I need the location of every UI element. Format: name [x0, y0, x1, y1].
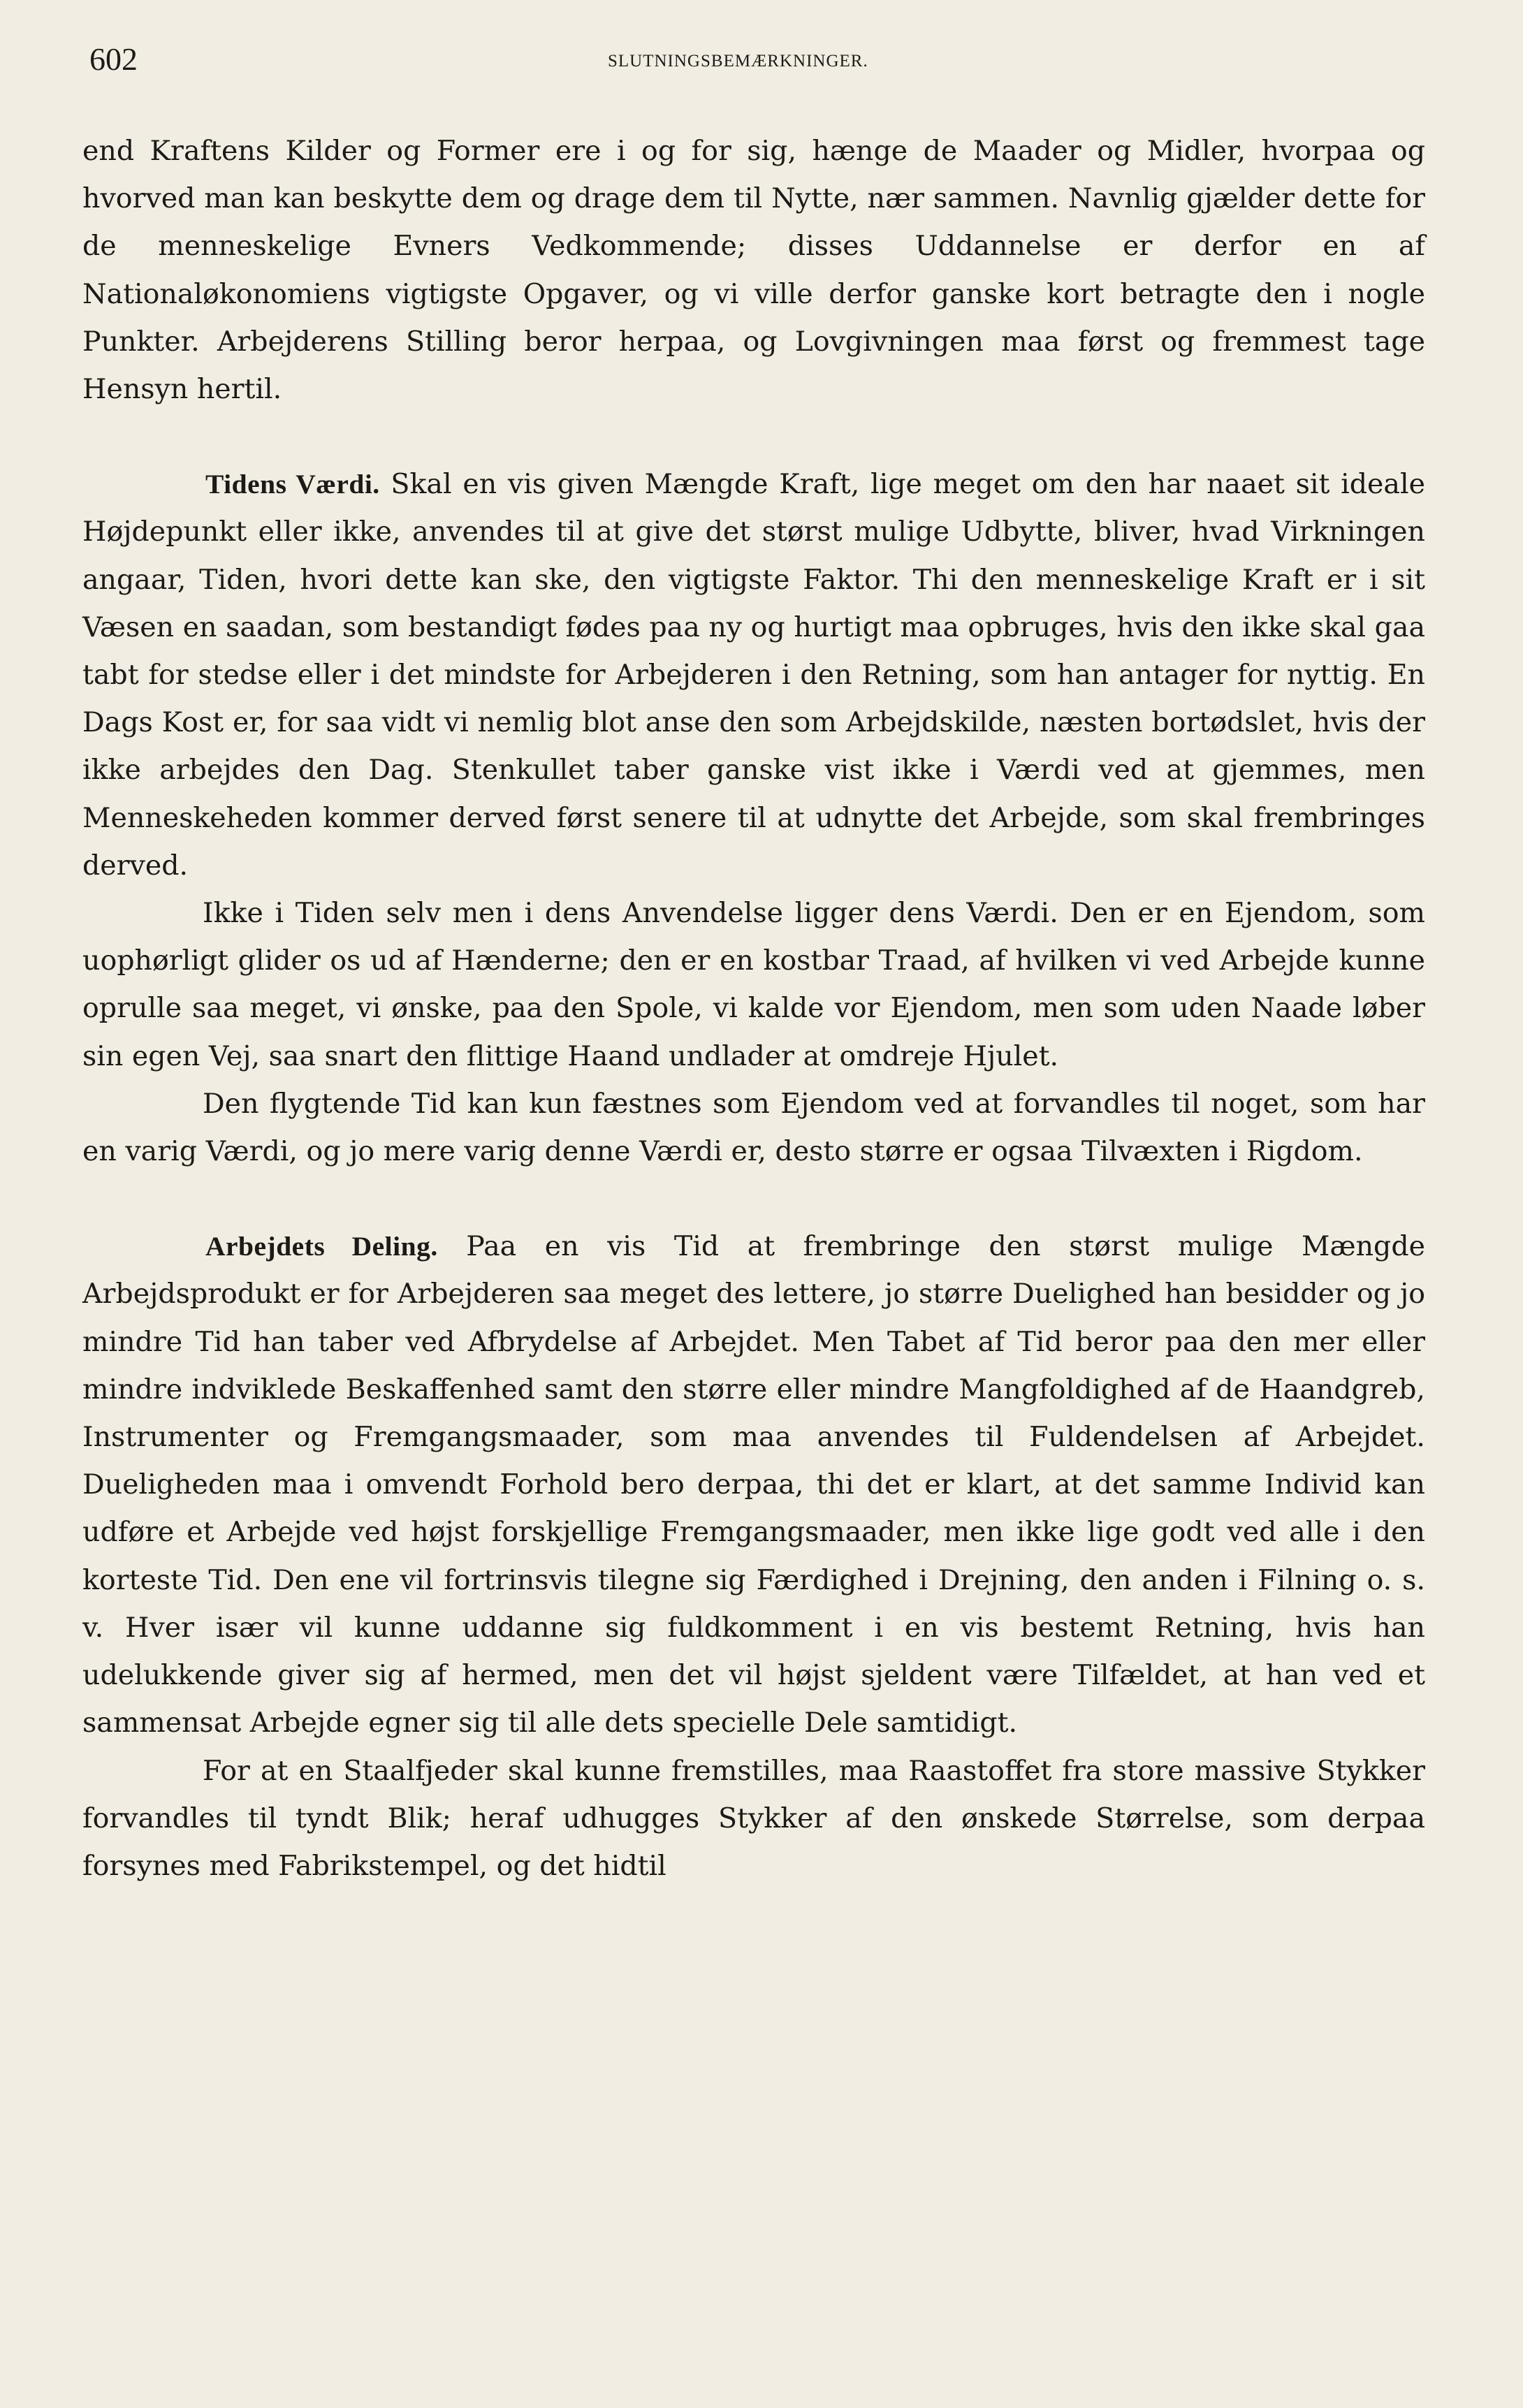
page-number: 602	[89, 41, 138, 77]
page-header	[89, 41, 1431, 89]
paragraph-text: For at en Staalfjeder skal kunne fremstilles, maa Raastoffet fra store massive Stykker forvandles til tyndt Blik; heraf udhugges Stykker af den ønskede Størrelse, som derpaa forsynes med Fabrikstempel, og det hidtil	[82, 1754, 1425, 1882]
paragraph-1	[82, 127, 1425, 413]
section-heading-arbejdets-deling: Arbejdets Deling.	[205, 1231, 438, 1262]
running-head: SLUTNINGSBEMÆRKNINGER.	[608, 52, 868, 71]
paragraph-text: end Kraftens Kilder og Former ere i og for sig, hænge de Maader og Midler, hvorpaa og hvorved man kan beskytte dem og drage dem til Nytte, nær sammen. Navnlig gjælder dette for de menneskelige Evners Vedkommende; disses Uddannelse er derfor en af Nationaløkonomiens vigtigste Opgaver, og vi ville derfor ganske kort betragte den i nogle Punkter. Arbejderens Stilling beror herpaa, og Lovgivningen maa først og fremmest tage Hensyn hertil.	[82, 135, 1425, 406]
paragraph-arbejdets-deling	[82, 1223, 1425, 1746]
paragraph-3	[82, 889, 1425, 1080]
section-heading-tidens-vaerdi: Tidens Værdi.	[205, 469, 380, 500]
paragraph-text: Paa en vis Tid at frembringe den størst mulige Mængde Arbejdsprodukt er for Arbejderen saa meget des lettere, jo større Duelighed han besidder og jo mindre Tid han taber ved Afbrydelse af Arbejdet. Men Tabet af Tid beror paa den mer eller mindre indviklede Beskaffenhed samt den større eller mindre Mangfoldighed af de Haandgreb, Instrumenter og Fremgangsmaader, som maa anvendes til Fuldendelsen af Arbejdet. Dueligheden maa i omvendt Forhold bero derpaa, thi det er klart, at det samme Individ kan udføre et Arbejde ved højst forskjellige Fremgangsmaader, men ikke lige godt ved alle i den korteste Tid. Den ene vil fortrinsvis tilegne sig Færdighed i Drejning, den anden i Filning o. s. v. Hver især vil kunne uddanne sig fuldkomment i en vis bestemt Retning, hvis han udelukkende giver sig af hermed, men det vil højst sjeldent være Tilfældet, at han ved et sammensat Arbejde egner sig til alle dets specielle Dele samtidigt.	[82, 1230, 1425, 1739]
body-text	[82, 127, 1425, 1890]
paragraph-text: Den flygtende Tid kan kun fæstnes som Ejendom ved at forvandles til noget, som har en varig Værdi, og jo mere varig denne Værdi er, desto større er ogsaa Tilvæxten i Rigdom.	[82, 1087, 1425, 1168]
paragraph-6	[82, 1747, 1425, 1890]
paragraph-4	[82, 1080, 1425, 1175]
paragraph-text: Skal en vis given Mængde Kraft, lige meget om den har naaet sit ideale Højdepunkt eller ikke, anvendes til at give det størst mulige Udbytte, bliver, hvad Virkningen angaar, Tiden, hvori dette kan ske, den vigtigste Faktor. Thi den menneskelige Kraft er i sit Væsen en saadan, som bestandigt fødes paa ny og hurtigt maa opbruges, hvis den ikke skal gaa tabt for stedse eller i det mindste for Arbejderen i den Retning, som han antager for nyttig. En Dags Kost er, for saa vidt vi nemlig blot anse den som Arbejdskilde, næsten bortødslet, hvis der ikke arbejdes den Dag. Stenkullet taber ganske vist ikke i Værdi ved at gjemmes, men Menneskeheden kommer derved først senere til at udnytte det Arbejde, som skal frembringes derved.	[82, 468, 1425, 882]
paragraph-tidens-vaerdi	[82, 460, 1425, 889]
paragraph-text: Ikke i Tiden selv men i dens Anvendelse ligger dens Værdi. Den er en Ejendom, som uophørligt glider os ud af Hænderne; den er en kostbar Traad, af hvilken vi ved Arbejde kunne oprulle saa meget, vi ønske, paa den Spole, vi kalde vor Ejendom, men som uden Naade løber sin egen Vej, saa snart den flittige Haand undlader at omdreje Hjulet.	[82, 897, 1425, 1072]
